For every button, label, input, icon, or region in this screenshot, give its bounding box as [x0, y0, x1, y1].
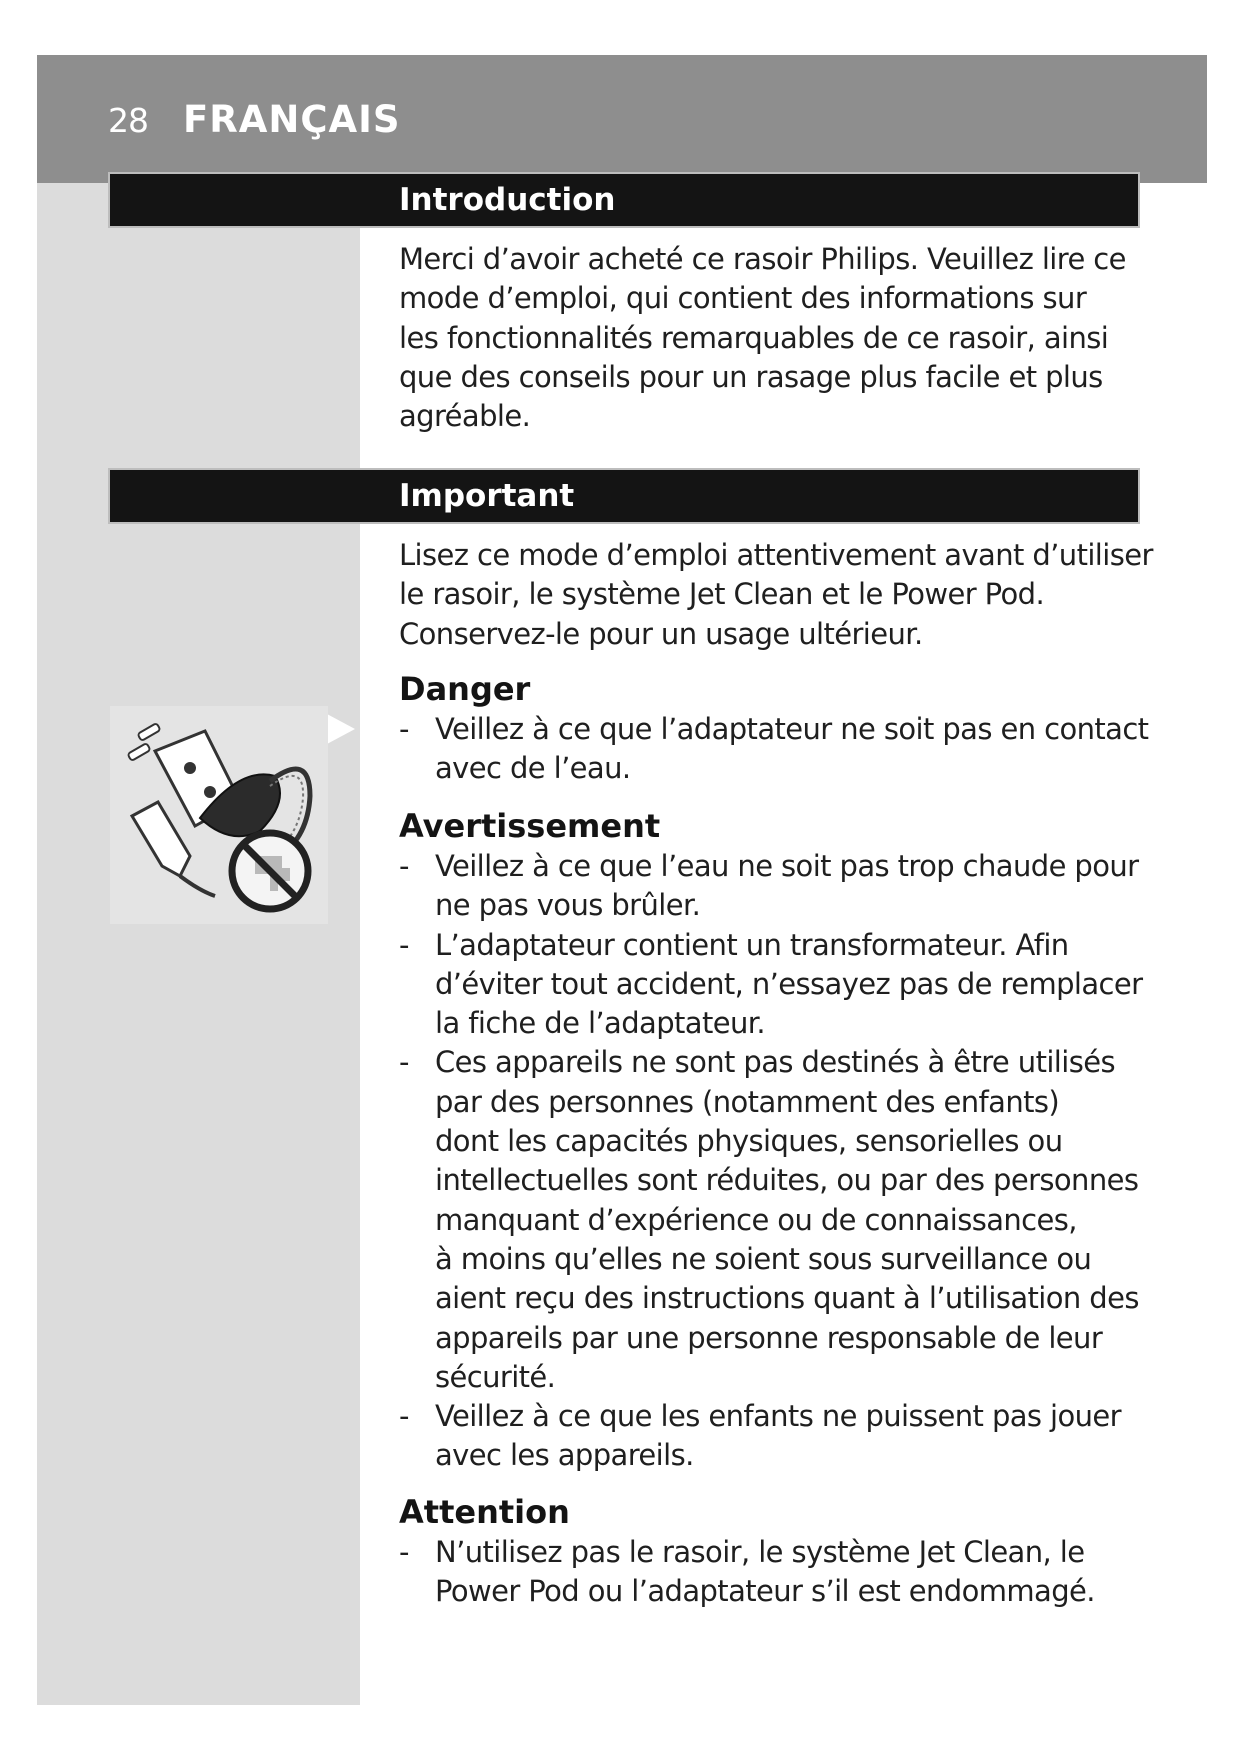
avertissement-heading: Avertissement: [399, 807, 661, 845]
list-item: [399, 847, 1159, 926]
section-bar-important: [110, 470, 1138, 522]
avertissement-list: [399, 847, 1159, 1476]
section-title-important: Important: [399, 478, 575, 514]
bullet-dash: -: [399, 849, 409, 883]
danger-heading: Danger: [399, 670, 531, 708]
bullet-line: sécurité.: [435, 1359, 556, 1394]
bullet-line: Ces appareils ne sont pas destinés à être utilisés: [435, 1045, 1115, 1080]
bullet-line: à moins qu’elles ne soient sous surveillance ou: [435, 1241, 1092, 1276]
bullet-dash: -: [399, 1535, 409, 1569]
bullet-line: Veillez à ce que les enfants ne puissent pas jouer: [435, 1399, 1121, 1434]
bullet-line: dont les capacités physiques, sensorielles ou: [435, 1124, 1063, 1159]
bullet-line: par des personnes (notamment des enfants): [435, 1084, 1060, 1119]
attention-list: [399, 1533, 1159, 1612]
introduction-line: mode d’emploi, qui contient des informations sur: [399, 281, 1087, 316]
introduction-paragraph: [399, 240, 1126, 436]
bullet-line: Power Pod ou l’adaptateur s’il est endommagé.: [435, 1574, 1095, 1609]
bullet-line: d’éviter tout accident, n’essayez pas de remplacer: [435, 966, 1143, 1001]
bullet-dash: -: [399, 712, 409, 746]
list-item: [399, 926, 1159, 1044]
list-item: [399, 710, 1159, 789]
language-title: FRANÇAIS: [183, 98, 401, 141]
danger-list: [399, 710, 1159, 789]
important-paragraph: [399, 536, 1153, 654]
bullet-line: aient reçu des instructions quant à l’utilisation des: [435, 1281, 1139, 1316]
bullet-line: avec les appareils.: [435, 1438, 694, 1473]
important-line: le rasoir, le système Jet Clean et le Power Pod.: [399, 577, 1045, 612]
bullet-line: manquant d’expérience ou de connaissances,: [435, 1202, 1077, 1237]
important-line: Conservez-le pour un usage ultérieur.: [399, 616, 923, 651]
introduction-line: agréable.: [399, 399, 531, 434]
section-bar-introduction: [110, 174, 1138, 226]
bullet-line: Veillez à ce que l’eau ne soit pas trop chaude pour: [435, 849, 1139, 883]
bullet-line: intellectuelles sont réduites, ou par des personnes: [435, 1163, 1139, 1198]
attention-heading: Attention: [399, 1493, 570, 1531]
list-item: [399, 1533, 1159, 1612]
bullet-dash: -: [399, 1399, 409, 1434]
bullet-line: avec de l’eau.: [435, 751, 631, 786]
bullet-dash: -: [399, 927, 409, 962]
list-item: [399, 1043, 1159, 1397]
bullet-line: Veillez à ce que l’adaptateur ne soit pas en contact: [435, 712, 1149, 746]
illustration-pointer: [327, 714, 355, 744]
bullet-line: appareils par une personne responsable de leur: [435, 1320, 1103, 1355]
bullet-dash: -: [399, 1045, 409, 1080]
introduction-line: les fonctionnalités remarquables de ce rasoir, ainsi: [399, 320, 1109, 355]
bullet-line: ne pas vous brûler.: [435, 888, 701, 923]
bullet-line: N’utilisez pas le rasoir, le système Jet Clean, le: [435, 1535, 1085, 1569]
adapter-no-water-icon: [110, 706, 328, 924]
introduction-line: que des conseils pour un rasage plus facile et plus: [399, 359, 1103, 394]
bullet-line: la fiche de l’adaptateur.: [435, 1006, 766, 1041]
bullet-line: L’adaptateur contient un transformateur. Afin: [435, 927, 1069, 962]
section-title-introduction: Introduction: [399, 182, 616, 218]
introduction-line: Merci d’avoir acheté ce rasoir Philips. Veuillez lire ce: [399, 242, 1126, 276]
important-line: Lisez ce mode d’emploi attentivement avant d’utiliser: [399, 538, 1153, 572]
page-number: 28: [108, 101, 148, 140]
list-item: [399, 1397, 1159, 1476]
